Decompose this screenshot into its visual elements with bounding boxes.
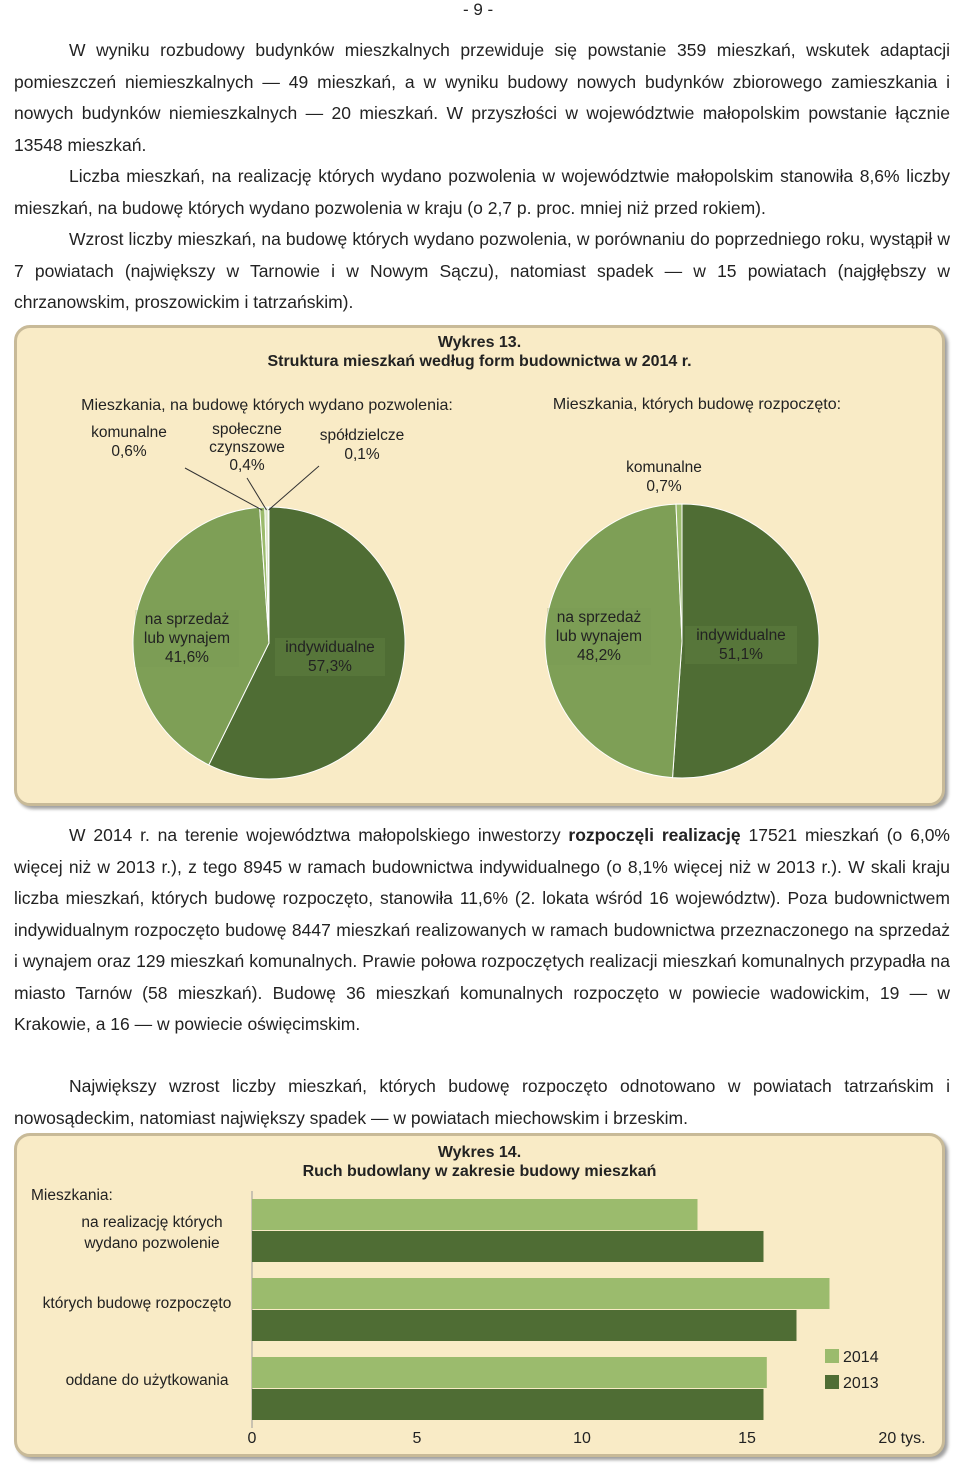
bar-2014-cat-3 xyxy=(252,1357,767,1388)
bar-xtick-label-2: 10 xyxy=(573,1430,591,1447)
paragraph-3 xyxy=(14,224,950,319)
pie1-label-sprzedaz xyxy=(135,610,239,667)
bar-2013-cat-3 xyxy=(252,1389,764,1420)
pie2-label-sprzedaz-value: 48,2% xyxy=(577,647,621,664)
paragraph-4 xyxy=(14,820,950,1041)
bar-2014-cat-2 xyxy=(252,1278,830,1309)
bar-xtick-label-1: 5 xyxy=(412,1430,422,1447)
pie1-subtitle: Mieszkania, na budowę których wydano pozwolenia: xyxy=(81,397,453,414)
legend-label-2013: 2013 xyxy=(843,1375,879,1392)
pie2-label-indywidualne xyxy=(685,626,797,664)
pie1-label-komunalne xyxy=(79,423,179,461)
bar-category-label-2: których budowę rozpoczęto xyxy=(42,1295,232,1312)
bar-category-label-3: oddane do użytkowania xyxy=(65,1372,229,1389)
paragraph-4-bold: rozpoczęli realizację xyxy=(568,825,741,845)
legend-swatch-2013 xyxy=(825,1375,839,1389)
chart-13-box xyxy=(14,325,945,806)
bar-2013-cat-1 xyxy=(252,1231,764,1262)
bar-chart-ylabel: Mieszkania: xyxy=(31,1187,113,1204)
paragraph-5-text: Największy wzrost liczby mieszkań, których budowę rozpoczęto odnotowano w powiatach tatrzańskim i nowosądeckim, natomiast największy spadek — w powiatach miechowskim i brzeskim. xyxy=(14,1076,950,1128)
pie2-label-indywidualne-value: 51,1% xyxy=(719,646,763,663)
pie1-label-spoldzielcze-name: spółdzielcze xyxy=(319,427,405,444)
pie2-subtitle: Mieszkania, których budowę rozpoczęto: xyxy=(552,396,842,413)
paragraph-4-text-a: W 2014 r. na terenie województwa małopolskiego inwestorzy xyxy=(69,825,569,845)
bar-2014-cat-1 xyxy=(252,1199,698,1230)
pie1-label-sprzedaz-value: 41,6% xyxy=(165,649,209,666)
legend-label-2014: 2014 xyxy=(843,1349,879,1366)
pie1-leader-spoleczne xyxy=(247,478,266,510)
pie1-label-sprzedaz-name: na sprzedaż lub wynajem xyxy=(143,611,231,647)
pie1-label-spoleczne-value: 0,4% xyxy=(229,457,265,474)
pie2-label-komunalne xyxy=(614,458,714,496)
pie2-label-sprzedaz xyxy=(547,608,651,665)
pie1-label-spoldzielcze-value: 0,1% xyxy=(344,446,380,463)
paragraph-4-text-b: 17521 mieszkań (o 6,0% więcej niż w 2013 r.), z tego 8945 w ramach budownictwa indywidualnego (o 8,1% więcej niż w 2013 r.). W skali kraju liczba mieszkań, których budowę rozpoczęto, stanowiła 11,6% (2. lokata wśród 16 województw). Poza budownictwem indywidualnym rozpoczęto budowę 8447 mieszkań realizowanych w ramach budownictwa przeznaczonego na sprzedaż i wynajem oraz 129 mieszkań komunalnych. Prawie połowa rozpoczętych realizacji mieszkań komunalnych przypadła na miasto Tarnów (58 mieszkań). Budowę 36 mieszkań komunalnych rozpoczęto w powiecie wadowickim, 19 — w Krakowie, a 16 — w powiecie oświęcimskim. xyxy=(14,825,950,1034)
paragraph-1-text: W wyniku rozbudowy budynków mieszkalnych przewiduje się powstanie 359 mieszkań, wskutek adaptacji pomieszczeń niemieszkalnych — 49 mieszkań, a w wyniku budowy nowych budynków zbiorowego zamieszkania i nowych budynków niemieszkalnych — 20 mieszkań. W przyszłości w województwie małopolskim powstanie łącznie 13548 mieszkań. xyxy=(14,40,950,155)
chart-14-box xyxy=(14,1133,945,1457)
chart-13-title-number: Wykres 13. xyxy=(437,334,522,351)
bar-category-label-1: na realizację których wydano pozwolenie xyxy=(81,1214,223,1252)
bar-xtick-label-4: 20 tys. xyxy=(878,1430,926,1447)
pie1-label-indywidualne-name: indywidualne xyxy=(285,639,375,656)
legend-swatch-2014 xyxy=(825,1349,839,1363)
pie2-label-indywidualne-name: indywidualne xyxy=(696,627,786,644)
pie-charts-svg xyxy=(17,328,942,803)
paragraph-2 xyxy=(14,161,950,224)
pie1-label-komunalne-value: 0,6% xyxy=(111,443,147,460)
pie2-label-komunalne-value: 0,7% xyxy=(646,478,682,495)
page-number: - 9 - xyxy=(463,0,494,19)
pie1-label-spoleczne-name: społeczne czynszowe xyxy=(209,421,285,456)
chart-14-title: Ruch budowlany w zakresie budowy mieszkań xyxy=(302,1163,657,1180)
pie1-label-indywidualne xyxy=(275,638,385,676)
pie2-label-sprzedaz-name: na sprzedaż lub wynajem xyxy=(555,609,643,645)
bar-xtick-label-0: 0 xyxy=(247,1430,257,1447)
chart-13-title: Struktura mieszkań według form budownictwa w 2014 r. xyxy=(267,353,692,370)
pie1-label-indywidualne-value: 57,3% xyxy=(308,658,352,675)
bar-xtick-label-3: 15 xyxy=(738,1430,756,1447)
pie1-label-komunalne-name: komunalne xyxy=(91,424,167,441)
paragraph-1 xyxy=(14,35,950,161)
paragraph-3-text: Wzrost liczby mieszkań, na budowę których wydano pozwolenia, w porównaniu do poprzedniego roku, wystąpił w 7 powiatach (największy w Tarnowie i w Nowym Sączu), natomiast spadek — w 15 powiatach (najgłębszy w chrzanowskim, proszowickim i tatrzańskim). xyxy=(14,229,950,312)
chart-14-title-number: Wykres 14. xyxy=(437,1144,522,1161)
bar-2013-cat-2 xyxy=(252,1310,797,1341)
pie1-label-spoldzielcze xyxy=(307,426,417,464)
bar-chart-svg xyxy=(17,1136,942,1454)
paragraph-5 xyxy=(14,1071,950,1134)
pie2-label-komunalne-name: komunalne xyxy=(626,459,702,476)
pie1-label-spoleczne xyxy=(197,421,297,475)
paragraph-2-text: Liczba mieszkań, na realizację których wydano pozwolenia w województwie małopolskim stanowiła 8,6% liczby mieszkań, na budowę których wydano pozwolenia w kraju (o 2,7 p. proc. mniej niż przed rokiem). xyxy=(14,166,950,218)
